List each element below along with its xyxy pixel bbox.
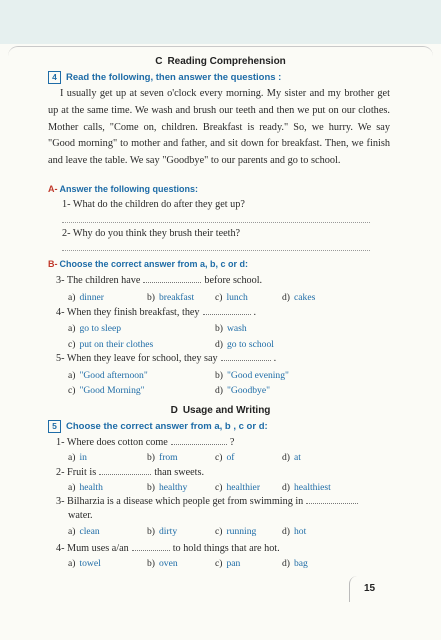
option-d[interactable] [282,452,301,463]
reading-passage [48,86,390,170]
blank[interactable] [221,352,271,361]
option-c[interactable] [215,526,256,537]
blank[interactable] [132,542,170,551]
option-key: a) [68,482,76,493]
option-key: a) [68,370,76,381]
section-title: Usage and Writing [182,405,271,416]
option-value: "Goodbye" [227,385,271,396]
option-key: b) [147,558,155,569]
option-value: oven [159,558,178,569]
header-band [0,0,441,44]
option-key: c) [215,558,223,569]
option-key: a) [68,323,76,334]
option-d[interactable] [215,385,270,396]
option-b[interactable] [215,323,247,334]
option-key: b) [147,526,155,537]
option-c[interactable] [215,452,234,463]
option-a[interactable] [68,452,87,463]
option-b[interactable] [215,370,289,381]
option-key: b) [147,452,155,463]
option-value: healthy [159,482,188,493]
option-b[interactable] [147,452,178,463]
option-key: d) [282,558,290,569]
question-5-instruction [48,420,268,433]
option-d[interactable] [282,526,306,537]
question-a1: 1- What do the children do after they get up? [62,199,245,210]
option-value: health [79,482,103,493]
blank[interactable] [203,306,251,315]
question-text: . [273,353,277,364]
option-a[interactable] [68,323,121,334]
usage-question-3-continued: water. [68,510,93,521]
option-key: a) [68,526,76,537]
part-title: Choose the correct answer from a, b, c or d: [59,259,249,269]
option-a[interactable] [68,292,104,303]
option-value: wash [227,323,247,334]
section-d-heading [0,405,441,416]
question-b5 [56,352,276,364]
option-d[interactable] [282,558,308,569]
option-key: d) [282,292,290,303]
option-c[interactable] [215,482,260,493]
option-value: lunch [226,292,248,303]
passage-text: I usually get up at seven o'clock every morning. My sister and my brother get up at the same time. We wash and brush our teeth and then we put on our clothes. Mother calls, "Come on, children. Breakfast is ready." So, we hurry. We say "Good morning" to mother and father, and sit down for breakfast. Then, we finish and leave the table. We say "Goodbye" to our parents and go to school. [48,88,390,167]
blank[interactable] [99,466,151,475]
question-text: 5- When they leave for school, they say [56,353,218,364]
option-value: cakes [294,292,316,303]
question-text: than sweets. [154,467,204,478]
option-b[interactable] [147,526,177,537]
option-value: breakfast [159,292,195,303]
question-text: ? [229,437,235,448]
option-key: d) [282,526,290,537]
instruction-text: Read the following, then answer the questions : [66,72,282,83]
option-value: go to sleep [79,323,122,334]
option-c[interactable] [215,292,248,303]
part-tag: A- [48,184,58,194]
option-key: b) [147,482,155,493]
option-a[interactable] [68,526,100,537]
option-value: of [226,452,235,463]
question-text: 1- Where does cotton come [56,437,168,448]
option-key: c) [215,292,223,303]
question-number-badge: 4 [48,71,61,84]
instruction-text: Choose the correct answer from a, b , c or d: [66,421,268,432]
option-b[interactable] [147,292,194,303]
question-text: 2- Fruit is [56,467,97,478]
option-value: running [226,526,257,537]
option-c[interactable] [68,385,145,396]
option-key: d) [215,385,223,396]
option-value: "Good evening" [227,370,289,381]
section-letter: C [155,56,163,67]
question-text: 3- Bilharzia is a disease which people get from swimming in [56,496,304,507]
option-value: dirty [159,526,178,537]
option-key: a) [68,452,76,463]
option-d[interactable] [215,339,274,350]
option-key: a) [68,558,76,569]
question-b3 [56,274,262,286]
option-value: healthier [226,482,261,493]
option-value: hot [294,526,307,537]
option-a[interactable] [68,482,103,493]
option-value: pan [226,558,241,569]
option-value: "Good afternoon" [79,370,148,381]
question-text: 4- Mum uses a/an [56,543,129,554]
question-4-instruction [48,71,281,84]
option-value: in [79,452,87,463]
page-number: 15 [364,583,376,594]
option-b[interactable] [147,558,178,569]
option-key: a) [68,292,76,303]
option-value: healthiest [294,482,331,493]
option-value: clean [79,526,100,537]
question-number-badge: 5 [48,420,61,433]
blank[interactable] [143,274,201,283]
question-text: . [253,307,257,318]
question-text: to hold things that are hot. [172,543,280,554]
option-value: at [294,452,301,463]
usage-question-2 [56,466,204,478]
part-a-heading [48,184,198,194]
blank[interactable] [306,495,358,504]
part-tag: B- [48,259,58,269]
option-c[interactable] [215,558,240,569]
option-key: b) [215,370,223,381]
option-value: go to school [227,339,274,350]
question-text: 3- The children have [56,275,141,286]
usage-question-4 [56,542,280,554]
option-d[interactable] [282,482,331,493]
question-text: 4- When they finish breakfast, they [56,307,200,318]
question-a2: 2- Why do you think they brush their teeth? [62,228,241,239]
section-c-heading [0,56,441,67]
blank[interactable] [171,436,227,445]
option-key: c) [68,339,76,350]
option-key: b) [147,292,155,303]
option-value: towel [79,558,101,569]
option-key: c) [215,526,223,537]
part-b-heading [48,259,248,269]
option-key: b) [215,323,223,334]
usage-question-1 [56,436,234,448]
usage-question-3 [56,495,361,507]
option-key: d) [282,482,290,493]
part-title: Answer the following questions: [59,184,199,194]
option-a[interactable] [68,370,148,381]
answer-line-2[interactable] [62,250,370,251]
option-b[interactable] [147,482,187,493]
option-value: from [159,452,178,463]
option-c[interactable] [68,339,153,350]
option-value: bag [294,558,308,569]
option-key: d) [215,339,223,350]
option-a[interactable] [68,558,101,569]
question-b4 [56,306,256,318]
option-value: "Good Morning" [79,385,145,396]
section-title: Reading Comprehension [167,56,286,67]
option-value: put on their clothes [79,339,154,350]
option-key: d) [282,452,290,463]
answer-line-1[interactable] [62,222,370,223]
option-d[interactable] [282,292,315,303]
option-key: c) [215,482,223,493]
section-letter: D [170,405,178,416]
option-key: c) [215,452,223,463]
option-key: c) [68,385,76,396]
question-text: before school. [204,275,263,286]
option-value: dinner [79,292,104,303]
